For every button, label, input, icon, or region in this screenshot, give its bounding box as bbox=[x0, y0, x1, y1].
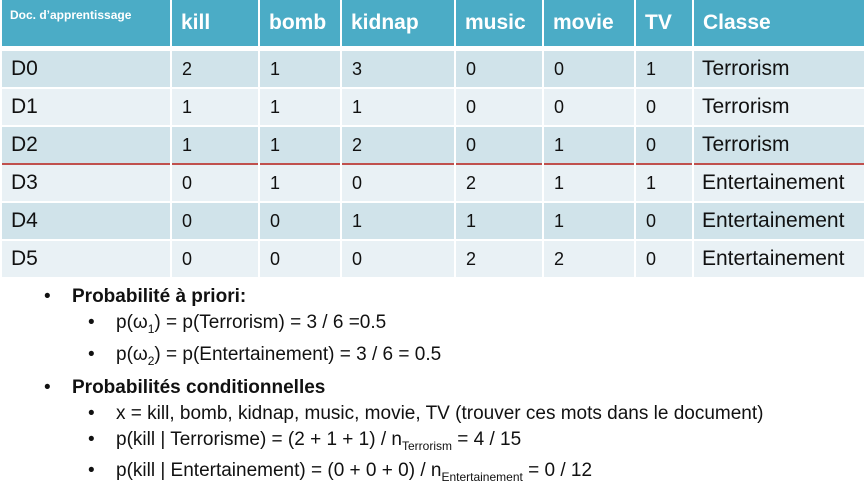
header-tv: TV bbox=[636, 0, 692, 49]
cell-tv: 0 bbox=[636, 87, 692, 125]
prior-title: Probabilité à priori: bbox=[72, 286, 247, 307]
bullet-icon: • bbox=[88, 460, 95, 482]
cell-doc: D0 bbox=[2, 49, 170, 87]
cell-tv: 1 bbox=[636, 49, 692, 87]
cell-doc: D2 bbox=[2, 125, 170, 163]
cell-kidnap: 3 bbox=[342, 49, 454, 87]
cell-classe: Entertainement bbox=[694, 201, 864, 239]
bullet-icon: • bbox=[88, 312, 95, 333]
header-doc: Doc. d’apprentissage bbox=[2, 0, 170, 49]
cell-bomb: 1 bbox=[260, 49, 340, 87]
conditional-line-entertainement: • p(kill | Entertainement) = $(0 + 0 + 0) / n_{Entertainement} = 0 / 12$ bbox=[88, 460, 593, 485]
conditional-probability-section bbox=[40, 374, 860, 490]
cell-kidnap: 1 bbox=[342, 87, 454, 125]
bullet-icon: • bbox=[44, 286, 51, 307]
prior-line-entertainement: • $p(\omega_2)$ = p(Entertainement) = 3 / 6 = 0.5 bbox=[88, 343, 442, 368]
bullet-icon: • bbox=[88, 428, 95, 450]
cell-classe: Entertainement bbox=[694, 163, 864, 201]
header-bomb: bomb bbox=[260, 0, 340, 49]
cell-classe: Terrorism bbox=[694, 125, 864, 163]
cell-bomb: 1 bbox=[260, 125, 340, 163]
cell-bomb: 1 bbox=[260, 87, 340, 125]
cell-kill: 2 bbox=[172, 49, 258, 87]
cell-doc: D1 bbox=[2, 87, 170, 125]
cell-music: 0 bbox=[456, 49, 542, 87]
prior-probability-section bbox=[40, 283, 860, 374]
prior-line-terrorism: • $p(\omega_1)$ = p(Terrorism) = 3 / 6 =0.5 bbox=[88, 312, 387, 336]
cell-movie: 1 bbox=[544, 201, 634, 239]
cell-movie: 0 bbox=[544, 87, 634, 125]
cell-bomb: 1 bbox=[260, 163, 340, 201]
notes-list bbox=[40, 283, 860, 490]
header-classe: Classe bbox=[694, 0, 864, 49]
cell-tv: 0 bbox=[636, 201, 692, 239]
cell-music: 1 bbox=[456, 201, 542, 239]
header-music: music bbox=[456, 0, 542, 49]
table-row bbox=[2, 87, 864, 125]
cell-tv: 0 bbox=[636, 125, 692, 163]
cell-movie: 2 bbox=[544, 239, 634, 277]
conditional-line-features: • x = kill, bomb, kidnap, music, movie, TV (trouver ces mots dans le document) bbox=[72, 401, 860, 427]
cell-kill: 0 bbox=[172, 163, 258, 201]
cell-kidnap: 0 bbox=[342, 239, 454, 277]
cell-music: 0 bbox=[456, 125, 542, 163]
cell-music: 2 bbox=[456, 239, 542, 277]
cell-classe: Entertainement bbox=[694, 239, 864, 277]
cell-music: 0 bbox=[456, 87, 542, 125]
cell-doc: D3 bbox=[2, 163, 170, 201]
cell-movie: 0 bbox=[544, 49, 634, 87]
cell-kidnap: 0 bbox=[342, 163, 454, 201]
table-row bbox=[2, 163, 864, 201]
table-row bbox=[2, 201, 864, 239]
header-kill: kill bbox=[172, 0, 258, 49]
cell-movie: 1 bbox=[544, 125, 634, 163]
cell-movie: 1 bbox=[544, 163, 634, 201]
cell-classe: Terrorism bbox=[694, 49, 864, 87]
cell-bomb: 0 bbox=[260, 201, 340, 239]
cell-doc: D4 bbox=[2, 201, 170, 239]
cell-music: 2 bbox=[456, 163, 542, 201]
bullet-icon: • bbox=[44, 376, 51, 398]
table-row bbox=[2, 239, 864, 277]
table-row bbox=[2, 49, 864, 87]
bullet-icon: • bbox=[88, 402, 95, 424]
cell-kill: 0 bbox=[172, 201, 258, 239]
cell-kidnap: 2 bbox=[342, 125, 454, 163]
cell-bomb: 0 bbox=[260, 239, 340, 277]
bullet-icon: • bbox=[88, 343, 95, 365]
header-kidnap: kidnap bbox=[342, 0, 454, 49]
cell-doc: D5 bbox=[2, 239, 170, 277]
table-header-row bbox=[2, 0, 864, 49]
cell-kill: 0 bbox=[172, 239, 258, 277]
cell-kill: 1 bbox=[172, 87, 258, 125]
cell-tv: 0 bbox=[636, 239, 692, 277]
conditional-title: Probabilités conditionnelles bbox=[72, 376, 326, 398]
cell-tv: 1 bbox=[636, 163, 692, 201]
cell-kill: 1 bbox=[172, 125, 258, 163]
header-movie: movie bbox=[544, 0, 634, 49]
table-row bbox=[2, 125, 864, 163]
cell-classe: Terrorism bbox=[694, 87, 864, 125]
conditional-line-terrorisme: • p(kill | Terrorisme) = $(2 + 1 + 1) / n_{Terrorism} = 4 / 15$ bbox=[88, 428, 522, 453]
cell-kidnap: 1 bbox=[342, 201, 454, 239]
